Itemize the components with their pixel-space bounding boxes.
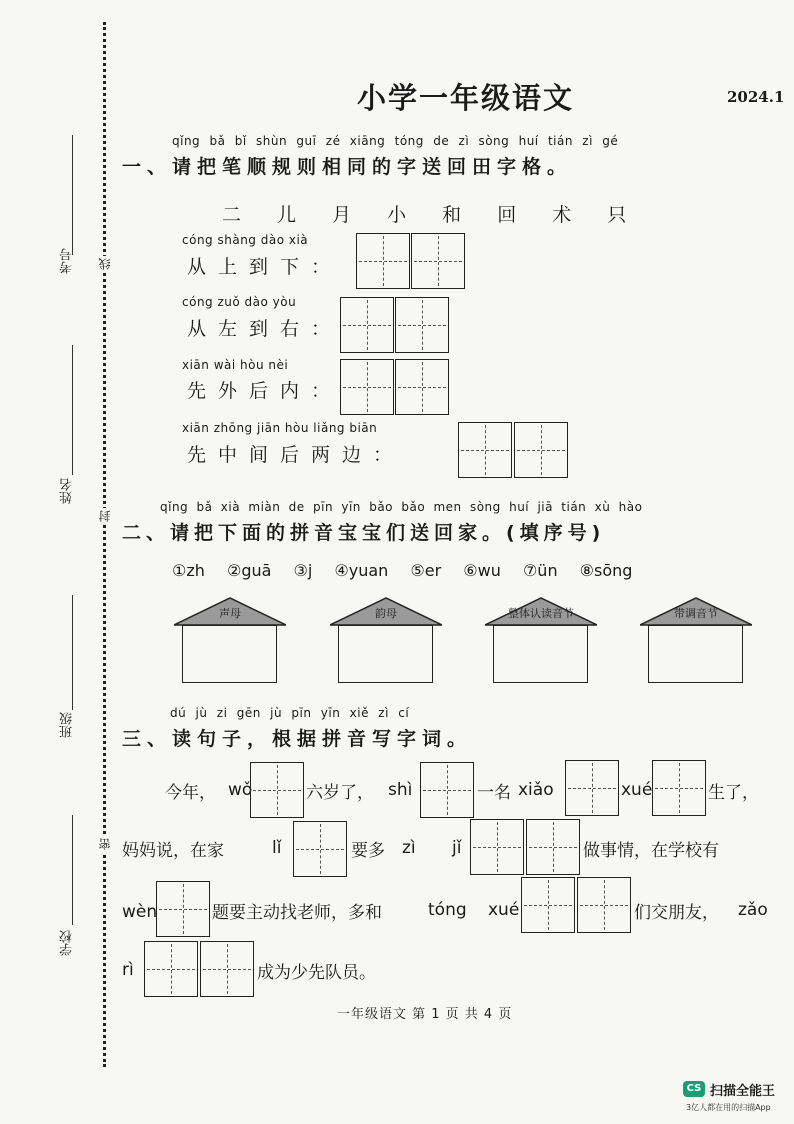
line2-pinyin-li: lǐ xyxy=(272,838,282,858)
line3-text-e: 们交朋友， xyxy=(634,903,719,923)
tian-box[interactable] xyxy=(250,762,304,818)
binding-dotted-line xyxy=(103,22,106,1067)
row3-label: 先外后内： xyxy=(187,380,343,402)
house-finals[interactable] xyxy=(330,597,442,687)
house-answer-box[interactable] xyxy=(648,625,743,683)
line2-text-a: 妈妈说，在家 xyxy=(122,841,224,861)
house-label: 带调音节 xyxy=(674,607,718,620)
tian-box[interactable] xyxy=(144,941,198,997)
tian-box[interactable] xyxy=(458,422,512,478)
line3-text-b: 题要主动找老师，多和 xyxy=(212,903,382,923)
page-title: 小学一年级语文 xyxy=(357,81,575,115)
row3-pinyin: xiān wài hòu nèi xyxy=(182,358,289,372)
option-8: ⑧sōng xyxy=(579,561,633,580)
house-initials[interactable] xyxy=(174,597,286,687)
tian-box[interactable] xyxy=(395,297,449,353)
line3-pinyin-zao: zǎo xyxy=(738,900,768,920)
line3-pinyin-wen: wèn xyxy=(122,902,158,922)
line2-pinyin-zi: zì xyxy=(402,838,416,858)
line1-pinyin-wo: wǒ xyxy=(228,780,253,800)
section2-heading: 二、请把下面的拼音宝宝们送回家。(填序号) xyxy=(122,522,606,544)
section2-pinyin: qǐng bǎ xià miàn de pīn yīn bǎo bǎo men sòng huí jiā tián xù hào xyxy=(160,500,643,514)
tian-box[interactable] xyxy=(356,233,410,289)
row4-label: 先中间后两边： xyxy=(187,444,405,466)
option-2: ②guā xyxy=(226,561,272,580)
house-label: 声母 xyxy=(219,607,241,620)
option-6: ⑥wu xyxy=(463,561,501,580)
school-label: 学校 xyxy=(60,930,75,956)
house-answer-box[interactable] xyxy=(182,625,277,683)
tian-box[interactable] xyxy=(340,359,394,415)
tian-box[interactable] xyxy=(577,877,631,933)
seal-char-seal: 封 xyxy=(98,510,112,522)
section3-pinyin: dú jù zi gēn jù pīn yīn xiě zì cí xyxy=(170,706,410,720)
line1-pinyin-shi: shì xyxy=(388,780,413,800)
house-whole-syllables[interactable] xyxy=(485,597,597,687)
section3-heading: 三、读句子，根据拼音写字词。 xyxy=(122,728,473,750)
house-label: 整体认读音节 xyxy=(508,607,574,620)
option-5: ⑤er xyxy=(410,561,442,580)
line2-text-f: 做事情，在学校有 xyxy=(583,841,719,861)
name-label: 姓名 xyxy=(60,478,75,504)
tian-box[interactable] xyxy=(420,762,474,818)
line1-text-h: 生了， xyxy=(708,783,759,803)
line4-pinyin-ri: rì xyxy=(122,960,134,980)
house-answer-box[interactable] xyxy=(493,625,588,683)
house-toned-syllables[interactable] xyxy=(640,597,752,687)
option-3: ③j xyxy=(293,561,313,580)
row4-pinyin: xiān zhōng jiān hòu liǎng biān xyxy=(182,421,378,435)
line2-pinyin-ji: jǐ xyxy=(452,838,462,858)
tian-box[interactable] xyxy=(565,760,619,816)
tian-box[interactable] xyxy=(470,819,524,875)
tian-box[interactable] xyxy=(521,877,575,933)
section1-pinyin: qǐng bǎ bǐ shùn guī zé xiāng tóng de zì sòng huí tián zì gé xyxy=(172,134,619,148)
tian-box[interactable] xyxy=(526,819,580,875)
tian-box[interactable] xyxy=(395,359,449,415)
name-line xyxy=(72,345,73,475)
line3-pinyin-tong: tóng xyxy=(428,900,467,920)
line1-pinyin-xiao: xiǎo xyxy=(518,780,554,800)
tian-box[interactable] xyxy=(156,881,210,937)
camscanner-tagline: 3亿人都在用的扫描App xyxy=(686,1103,771,1112)
house-label: 韵母 xyxy=(375,607,397,620)
camscanner-name: 扫描全能王 xyxy=(710,1084,776,1099)
line2-text-c: 要多 xyxy=(351,841,385,861)
seal-char-secret: 密 xyxy=(98,838,112,850)
line1-text-e: 一名 xyxy=(477,783,511,803)
line1-text-a: 今年， xyxy=(165,783,216,803)
exam-number-label: 考号 xyxy=(60,248,75,274)
option-1: ①zh xyxy=(172,561,205,580)
line1-pinyin-xue: xué xyxy=(621,780,653,800)
line1-text-c: 六岁了， xyxy=(306,783,374,803)
exam-number-line xyxy=(72,135,73,255)
camscanner-logo: CS xyxy=(683,1081,705,1097)
section1-heading: 一、请把笔顺规则相同的字送回田字格。 xyxy=(122,156,573,178)
row2-label: 从左到右： xyxy=(187,318,343,340)
tian-box[interactable] xyxy=(514,422,568,478)
line4-text-b: 成为少先队员。 xyxy=(257,963,376,983)
option-4: ④yuan xyxy=(334,561,389,580)
tian-box[interactable] xyxy=(200,941,254,997)
row1-pinyin: cóng shàng dào xià xyxy=(182,233,309,247)
section1-characters: 二 儿 月 小 和 回 术 只 xyxy=(222,204,642,226)
tian-box[interactable] xyxy=(293,821,347,877)
class-label: 班级 xyxy=(60,712,75,738)
row2-pinyin: cóng zuǒ dào yòu xyxy=(182,295,297,309)
row1-label: 从上到下： xyxy=(187,256,343,278)
line3-pinyin-xue: xué xyxy=(488,900,520,920)
pinyin-options xyxy=(172,561,649,580)
house-answer-box[interactable] xyxy=(338,625,433,683)
school-line xyxy=(72,815,73,925)
option-7: ⑦ün xyxy=(522,561,558,580)
tian-box[interactable] xyxy=(340,297,394,353)
tian-box[interactable] xyxy=(411,233,465,289)
class-line xyxy=(72,595,73,710)
exam-date: 2024.1 xyxy=(727,88,785,106)
tian-box[interactable] xyxy=(652,760,706,816)
page-footer: 一年级语文 第 1 页 共 4 页 xyxy=(337,1007,513,1022)
seal-char-line: 线 xyxy=(98,258,112,270)
